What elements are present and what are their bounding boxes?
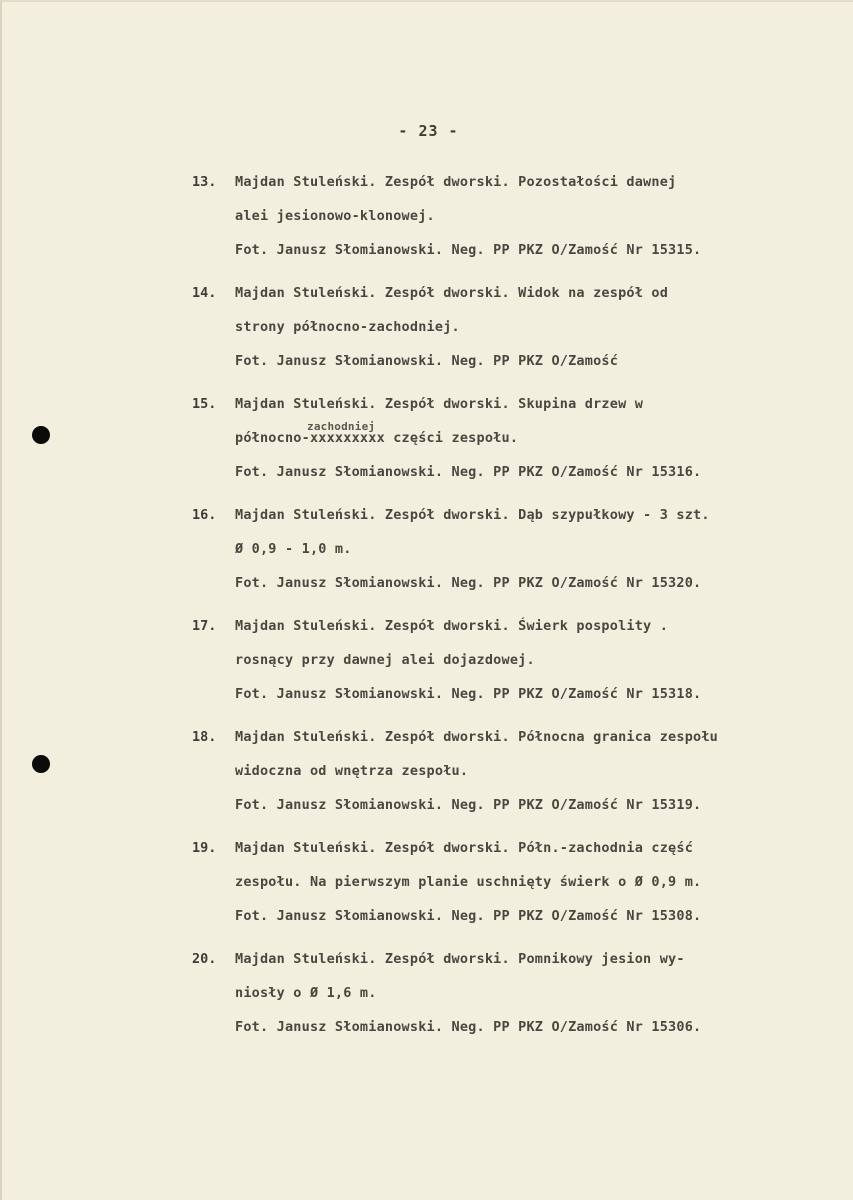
list-item (192, 729, 842, 840)
entry-line: Majdan Stuleński. Zespół dworski. Świerk pospolity . (235, 618, 669, 634)
entry-number: 13. (192, 174, 217, 190)
list-item (192, 840, 842, 951)
page-number: - 23 - (398, 122, 459, 140)
entry-line: Majdan Stuleński. Zespół dworski. Widok na zespół od (235, 285, 669, 301)
entry-number: 16. (192, 507, 217, 523)
entry-line: rosnący przy dawnej alei dojazdowej. (235, 652, 535, 668)
entry-number: 15. (192, 396, 217, 412)
entry-line: Majdan Stuleński. Zespół dworski. Pomnikowy jesion wy- (235, 951, 685, 967)
entry-line: Majdan Stuleński. Zespół dworski. Pozostałości dawnej (235, 174, 677, 190)
entry-line: niosły o Ø 1,6 m. (235, 985, 377, 1001)
photo-caption-list (192, 174, 842, 1062)
entry-line: Fot. Janusz Słomianowski. Neg. PP PKZ O/Zamość Nr 15318. (235, 686, 702, 702)
list-item (192, 396, 842, 507)
entry-line: Fot. Janusz Słomianowski. Neg. PP PKZ O/Zamość Nr 15308. (235, 908, 702, 924)
entry-number: 20. (192, 951, 217, 967)
entry-line: Ø 0,9 - 1,0 m. (235, 541, 352, 557)
punch-hole-upper (32, 426, 50, 444)
list-item (192, 285, 842, 396)
entry-line: strony północno-zachodniej. (235, 319, 460, 335)
list-item (192, 951, 842, 1062)
entry-line: Fot. Janusz Słomianowski. Neg. PP PKZ O/Zamość Nr 15315. (235, 242, 702, 258)
list-item (192, 507, 842, 618)
typed-correction: zachodniej (307, 420, 376, 433)
entry-line: Majdan Stuleński. Zespół dworski. Półn.-zachodnia część (235, 840, 694, 856)
entry-number: 14. (192, 285, 217, 301)
list-item (192, 618, 842, 729)
entry-number: 17. (192, 618, 217, 634)
entry-line: Fot. Janusz Słomianowski. Neg. PP PKZ O/Zamość (235, 353, 619, 369)
entry-line: alei jesionowo-klonowej. (235, 208, 435, 224)
entry-line-struck (235, 420, 519, 446)
entry-line: Majdan Stuleński. Zespół dworski. Dąb szypułkowy - 3 szt. (235, 507, 710, 523)
entry-line: zespołu. Na pierwszym planie uschnięty świerk o Ø 0,9 m. (235, 874, 702, 890)
entry-line: Majdan Stuleński. Zespół dworski. Północna granica zespołu (235, 729, 719, 745)
entry-line: Fot. Janusz Słomianowski. Neg. PP PKZ O/Zamość Nr 15320. (235, 575, 702, 591)
list-item (192, 174, 842, 285)
entry-line: północno-xxxxxxxxx części zespołu. (235, 430, 519, 446)
punch-hole-lower (32, 755, 50, 773)
entry-line: Fot. Janusz Słomianowski. Neg. PP PKZ O/Zamość Nr 15306. (235, 1019, 702, 1035)
entry-line: Majdan Stuleński. Zespół dworski. Skupina drzew w (235, 396, 644, 412)
entry-line: widoczna od wnętrza zespołu. (235, 763, 469, 779)
entry-line: Fot. Janusz Słomianowski. Neg. PP PKZ O/Zamość Nr 15316. (235, 464, 702, 480)
entry-number: 19. (192, 840, 217, 856)
entry-number: 18. (192, 729, 217, 745)
entry-line: Fot. Janusz Słomianowski. Neg. PP PKZ O/Zamość Nr 15319. (235, 797, 702, 813)
